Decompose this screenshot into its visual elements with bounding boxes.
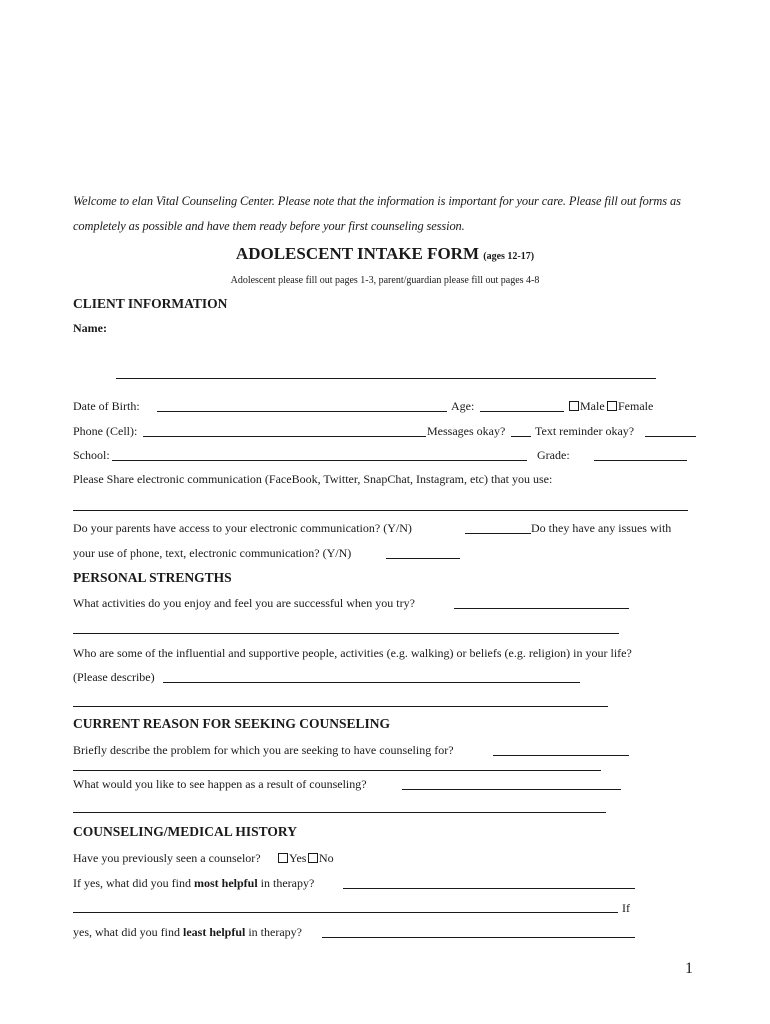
- previous-label: Have you previously seen a counselor?: [73, 851, 261, 865]
- age-label: Age:: [451, 399, 475, 413]
- parents-access-label: Do your parents have access to your electronic communication? (Y/N): [73, 521, 412, 535]
- influential-label: Who are some of the influential and supportive people, activities (e.g. walking) or beliefs (e.g. religion) in your life?: [73, 646, 632, 660]
- result-field[interactable]: [402, 789, 621, 790]
- no-checkbox[interactable]: [308, 853, 318, 863]
- yes-label: Yes: [289, 851, 307, 865]
- least-helpful-pre: yes, what did you find: [73, 925, 180, 939]
- grade-label: Grade:: [537, 448, 570, 462]
- school-label: School:: [73, 448, 110, 462]
- parents-access-field[interactable]: [465, 533, 531, 534]
- male-option[interactable]: [569, 399, 605, 414]
- issues-field[interactable]: [386, 558, 460, 559]
- section-counseling-history: COUNSELING/MEDICAL HISTORY: [73, 824, 297, 839]
- messages-field[interactable]: [511, 436, 531, 437]
- form-subtitle: Adolescent please fill out pages 1-3, parent/guardian please fill out pages 4-8: [230, 275, 540, 286]
- problem-field-2[interactable]: [73, 770, 601, 771]
- form-title: [0, 244, 770, 264]
- text-reminder-field[interactable]: [645, 436, 696, 437]
- intro-line-1: Welcome to elan Vital Counseling Center. Please note that the information is important for your care. Please fill out forms as: [73, 194, 681, 208]
- yes-option[interactable]: [278, 851, 306, 866]
- female-option[interactable]: [607, 399, 653, 414]
- section-current-reason: CURRENT REASON FOR SEEKING COUNSELING: [73, 716, 391, 731]
- problem-label: Briefly describe the problem for which you are seeking to have counseling for?: [73, 743, 454, 757]
- electronic-field[interactable]: [73, 510, 688, 511]
- section-personal-strengths: PERSONAL STRENGTHS: [73, 570, 232, 585]
- least-helpful-label: [73, 925, 302, 940]
- age-field[interactable]: [480, 411, 564, 412]
- text-reminder-label: Text reminder okay?: [535, 424, 635, 438]
- if-label: If: [622, 901, 630, 915]
- dob-label: Date of Birth:: [73, 399, 140, 413]
- grade-field[interactable]: [594, 460, 687, 461]
- name-field[interactable]: [116, 378, 656, 379]
- section-client-information: CLIENT INFORMATION: [73, 296, 228, 311]
- no-option[interactable]: [308, 851, 334, 866]
- describe-label: (Please describe): [73, 670, 155, 684]
- electronic-label: Please Share electronic communication (FaceBook, Twitter, SnapChat, Instagram, etc) that you use:: [73, 472, 553, 486]
- yes-checkbox[interactable]: [278, 853, 288, 863]
- most-helpful-field-2[interactable]: [73, 912, 618, 913]
- name-label: Name:: [73, 321, 107, 335]
- problem-field[interactable]: [493, 755, 629, 756]
- messages-label: Messages okay?: [427, 424, 506, 438]
- issues-label-1: Do they have any issues with: [531, 521, 672, 535]
- male-label: Male: [580, 399, 605, 413]
- form-title-main: ADOLESCENT INTAKE FORM: [235, 244, 479, 263]
- no-label: No: [319, 851, 334, 865]
- male-checkbox[interactable]: [569, 401, 579, 411]
- describe-field[interactable]: [163, 682, 580, 683]
- phone-label: Phone (Cell):: [73, 424, 138, 438]
- most-helpful-pre: If yes, what did you find: [73, 876, 191, 890]
- form-title-ages: (ages 12-17): [483, 251, 535, 262]
- describe-field-2[interactable]: [73, 706, 608, 707]
- issues-label-2: your use of phone, text, electronic communication? (Y/N): [73, 546, 352, 560]
- most-helpful-bold: most helpful: [193, 876, 258, 890]
- dob-field[interactable]: [157, 411, 447, 412]
- activities-label: What activities do you enjoy and feel you are successful when you try?: [73, 596, 415, 610]
- least-helpful-post: in therapy?: [248, 925, 302, 939]
- female-label: Female: [618, 399, 654, 413]
- result-label: What would you like to see happen as a result of counseling?: [73, 777, 367, 791]
- activities-field-2[interactable]: [73, 633, 619, 634]
- result-field-2[interactable]: [73, 812, 606, 813]
- least-helpful-bold: least helpful: [183, 925, 246, 939]
- phone-field[interactable]: [143, 436, 426, 437]
- female-checkbox[interactable]: [607, 401, 617, 411]
- activities-field[interactable]: [454, 608, 629, 609]
- most-helpful-field[interactable]: [343, 888, 635, 889]
- most-helpful-post: in therapy?: [260, 876, 315, 890]
- least-helpful-field[interactable]: [322, 937, 635, 938]
- page-number: 1: [685, 960, 693, 977]
- most-helpful-label: [73, 876, 314, 891]
- intro-line-2: completely as possible and have them ready before your first counseling session.: [73, 219, 465, 233]
- school-field[interactable]: [112, 460, 527, 461]
